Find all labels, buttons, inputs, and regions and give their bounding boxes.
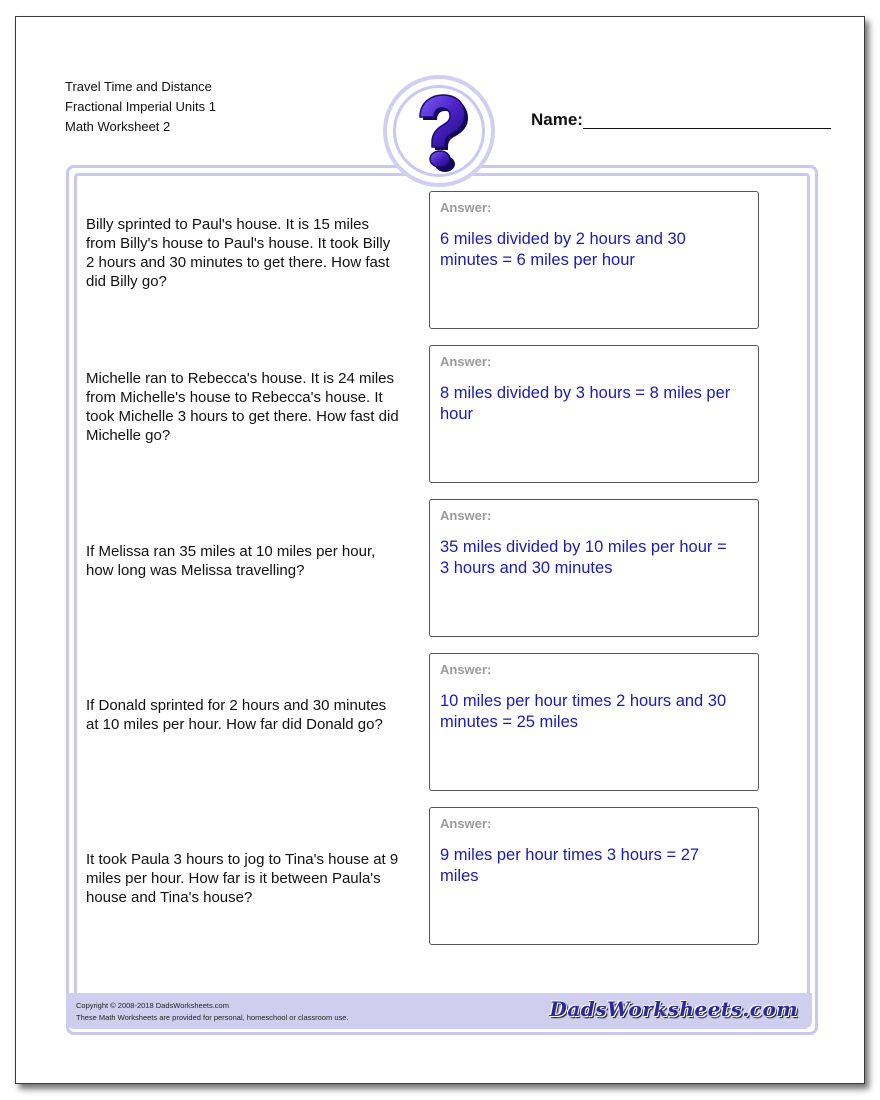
name-field[interactable] <box>583 128 831 129</box>
answer-label: Answer: <box>440 816 492 831</box>
answer-box-3[interactable] <box>429 499 759 637</box>
answer-box-1[interactable] <box>429 191 759 329</box>
answer-label: Answer: <box>440 662 492 677</box>
copyright-notice <box>76 1000 349 1024</box>
dadsworksheets-logo[interactable]: DadsWorksheets.com <box>549 997 798 1021</box>
answer-box-5[interactable] <box>429 807 759 945</box>
answer-box-4[interactable] <box>429 653 759 791</box>
answer-2-text: 8 miles divided by 3 hours = 8 miles per hour <box>440 384 731 423</box>
answer-label: Answer: <box>440 354 492 369</box>
question-mark-logo <box>383 75 495 187</box>
answer-label: Answer: <box>440 508 492 523</box>
problem-2-text: Michelle ran to Rebecca's house. It is 24 miles from Michelle's house to Rebecca's house. It took Michelle 3 hours to get there. How fast did Michelle go? <box>86 370 399 444</box>
footer-bar <box>66 993 812 1029</box>
answer-4-text: 10 miles per hour times 2 hours and 30 minutes = 25 miles <box>440 692 727 731</box>
answer-3-text: 35 miles divided by 10 miles per hour = 3 hours and 30 minutes <box>440 538 727 577</box>
answer-label: Answer: <box>440 200 492 215</box>
problem-1-text: Billy sprinted to Paul's house. It is 15 miles from Billy's house to Paul's house. It took Billy 2 hours and 30 minutes to get there. How fast did Billy go? <box>86 216 391 290</box>
answer-1-text: 6 miles divided by 2 hours and 30 minutes = 6 miles per hour <box>440 230 686 269</box>
question-mark-icon <box>387 79 491 183</box>
answer-box-2[interactable] <box>429 345 759 483</box>
worksheet-topic: Travel Time and Distance <box>65 79 212 94</box>
problem-4-text: If Donald sprinted for 2 hours and 30 minutes at 10 miles per hour. How far did Donald go? <box>86 697 387 733</box>
copyright-line: Copyright © 2008-2018 DadsWorksheets.com <box>76 1001 229 1010</box>
worksheet-page <box>15 16 865 1084</box>
problem-3-text: If Melissa ran 35 miles at 10 miles per hour, how long was Melissa travelling? <box>86 543 376 579</box>
worksheet-header <box>65 77 216 137</box>
worksheet-subtopic: Fractional Imperial Units 1 <box>65 99 216 114</box>
answer-5-text: 9 miles per hour times 3 hours = 27 miles <box>440 846 700 885</box>
name-label: Name: <box>531 110 583 129</box>
usage-notice: These Math Worksheets are provided for personal, homeschool or classroom use. <box>76 1013 349 1022</box>
problem-5-text: It took Paula 3 hours to jog to Tina's house at 9 miles per hour. How far is it between Paula's house and Tina's house? <box>86 851 399 906</box>
worksheet-number: Math Worksheet 2 <box>65 119 171 134</box>
